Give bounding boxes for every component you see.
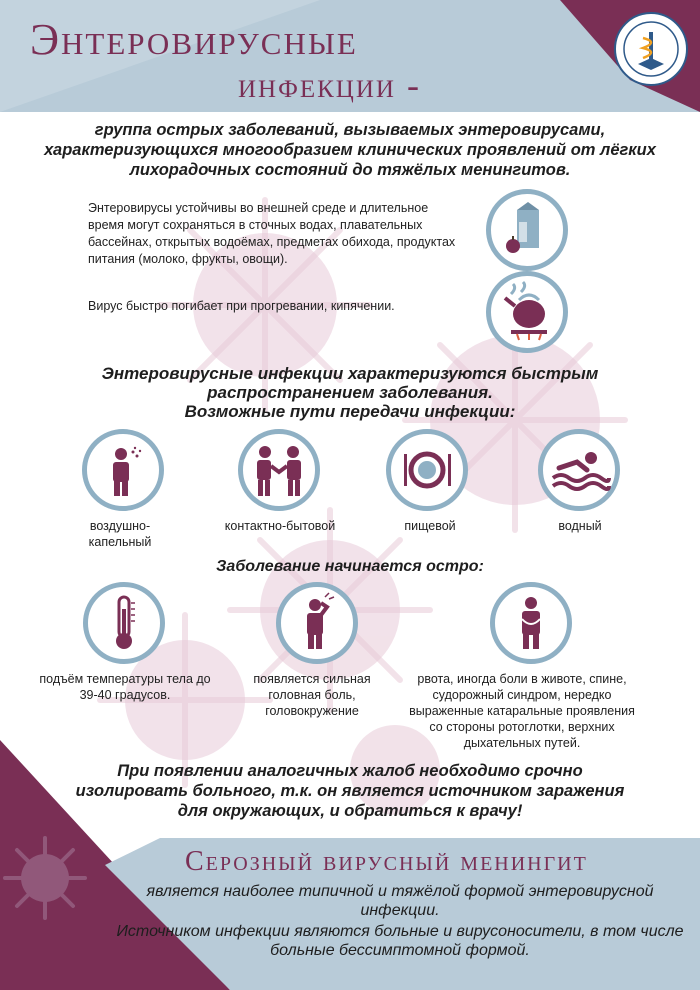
caduceus-icon: [616, 14, 686, 84]
route-label-food: пищевой: [404, 519, 456, 533]
route-label-contact: контактно-бытовой: [224, 519, 336, 533]
headache-person-icon: [276, 582, 358, 664]
intro-paragraph-2: Вирус быстро погибает при прогревании, кипячении.: [88, 299, 395, 313]
handshake-icon: [238, 429, 320, 511]
spread-heading-line-1: Энтеровирусные инфекции характеризуются быстрым: [101, 364, 599, 383]
organization-logo: [614, 12, 688, 86]
symptom-label-vomiting: рвота, иногда боли в животе, спине, судорожный синдром, нередко выраженные катаральные проявления со стороны ротоглотки, верхних дыхательных путей.: [409, 672, 635, 750]
sneezing-person-icon: [82, 429, 164, 511]
milk-icon: [486, 189, 568, 271]
title-line-1: Энтеровирусные: [30, 15, 358, 64]
warning-text: При появлении аналогичных жалоб необходимо срочно изолировать больного, т.к. он является источником заражения для окружающих, и обратиться к врачу!: [75, 762, 625, 820]
title-line-2: инфекции -: [238, 65, 421, 105]
symptom-label-headache: появляется сильная головная боль, головокружение: [253, 672, 371, 718]
plate-fork-knife-icon: [386, 429, 468, 511]
lead-definition: группа острых заболеваний, вызываемых энтеровирусами, характеризующихся многообразием клинических проявлений от лёгких лихорадочных состояний до тяжёлых менингитов.: [44, 121, 656, 179]
symptom-label-fever: подъём температуры тела до 39-40 градусов.: [39, 672, 211, 702]
stomach-ache-person-icon: [490, 582, 572, 664]
thermometer-icon: [83, 582, 165, 664]
boiling-kettle-icon: [486, 271, 568, 353]
meningitis-text-1: является наиболее типичной и тяжёлой формой энтеровирусной инфекции.: [146, 883, 654, 919]
route-label-airborne: воздушно- капельный: [88, 519, 152, 549]
spread-heading-line-2: распространением заболевания.: [207, 383, 493, 402]
route-label-water: водный: [558, 519, 602, 533]
meningitis-title: Серозный вирусный менингит: [185, 846, 588, 877]
spread-heading-line-3: Возможные пути передачи инфекции:: [184, 402, 516, 421]
intro-paragraph-1: Энтеровирусы устойчивы во внешней среде и длительное время могут сохраняться в сточных водах, плавательных бассейнах, открытых водоёмах, предметах обихода, продуктах питания (молоко, фрукты, овощи).: [88, 201, 456, 266]
meningitis-text-2: Источником инфекции являются больные и вирусоносители, в том числе больные бессимптомной формой.: [116, 923, 684, 959]
swimmer-icon: [538, 429, 620, 511]
onset-heading: Заболевание начинается остро:: [216, 558, 484, 575]
